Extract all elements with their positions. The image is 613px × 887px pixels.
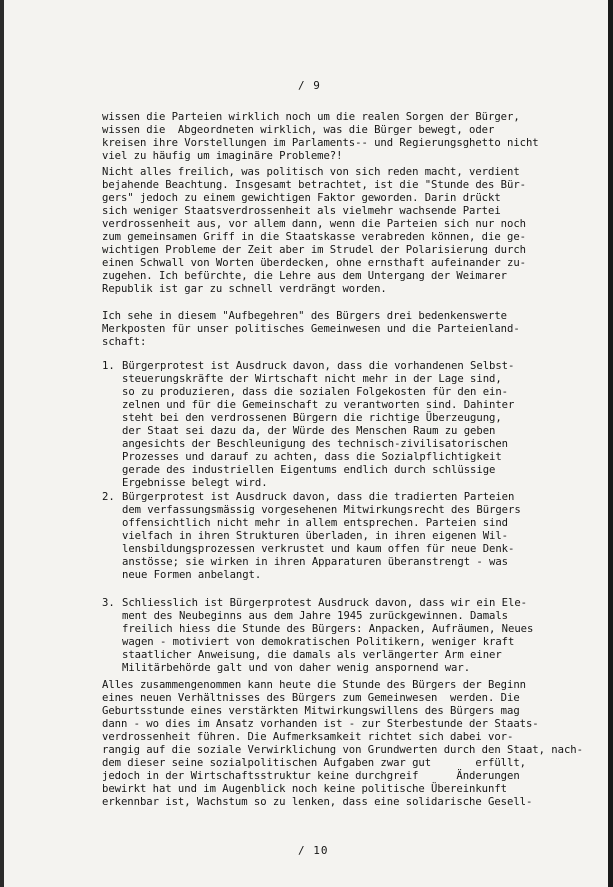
text-line: offensichtlich nicht mehr in allem entsprechen. Parteien sind — [122, 517, 509, 529]
text-line: staatlicher Anweisung, die damals als verlängerter Arm einer — [122, 649, 502, 661]
text-line: Ich sehe in diesem "Aufbegehren" des Bürgers drei bedenkenswerte — [102, 310, 507, 322]
text-line: wissen die Parteien wirklich noch um die realen Sorgen der Bürger, — [102, 111, 520, 123]
text-line: sich weniger Staatsverdrossenheit als vielmehr wachsende Partei — [102, 205, 501, 217]
text-line: dem dieser seine sozialpolitischen Aufgaben zwar gut erfüllt, — [102, 757, 526, 769]
text-line: gers" jedoch zu einem gewichtigen Faktor geworden. Darin drückt — [102, 192, 501, 204]
text-line: zum gemeinsamen Griff in die Staatskasse verabreden können, die ge- — [102, 231, 526, 243]
text-line: wissen die Abgeordneten wirklich, was die Bürger bewegt, oder — [102, 124, 495, 136]
text-line: rangig auf die soziale Verwirklichung von Grundwerten durch den Staat, nach- — [102, 744, 583, 756]
text-line: zugehen. Ich befürchte, die Lehre aus dem Untergang der Weimarer — [102, 270, 507, 282]
text-line: Ergebnisse belegt wird. — [122, 477, 268, 489]
text-line: einen Schwall von Worten überdecken, ohne ernsthaft aufeinander zu- — [102, 257, 526, 269]
text-line: Schliesslich ist Bürgerprotest Ausdruck davon, dass wir ein Ele- — [122, 597, 527, 609]
list-item-body — [122, 597, 533, 675]
text-line: steuerungskräfte der Wirtschaft nicht mehr in der Lage sind, — [122, 373, 502, 385]
text-line: jedoch in der Wirtschaftsstruktur keine durchgreif Änderungen — [102, 770, 520, 782]
text-line: Republik ist gar zu schnell verdrängt worden. — [102, 283, 387, 295]
page-number-top: / 9 — [298, 79, 321, 92]
text-line: so zu produzieren, dass die sozialen Folgekosten für den ein- — [122, 386, 509, 398]
list-number: 3. — [102, 597, 115, 609]
text-line: steht bei den verdrossenen Bürgern die richtige Überzeugung, — [122, 412, 502, 424]
text-line: der Staat sei dazu da, der Würde des Menschen Raum zu geben — [122, 425, 496, 437]
text-line: wagen - motiviert von demokratischen Politikern, weniger kraft — [122, 636, 515, 648]
text-line: lensbildungsprozessen verkrustet und kaum offen für neue Denk- — [122, 543, 515, 555]
text-line: gerade des industriellen Eigentums endlich durch schlüssige — [122, 464, 496, 476]
scan-border-left — [0, 0, 4, 887]
text-line: Militärbehörde galt und von daher wenig anspornend war. — [122, 662, 471, 674]
paragraph-3 — [102, 310, 520, 349]
text-line: Nicht alles freilich, was politisch von sich reden macht, verdient — [102, 166, 520, 178]
text-line: anstösse; sie wirken in ihren Apparaturen überanstrengt - was — [122, 556, 509, 568]
text-line: zelnen und für die Gemeinschaft zu verantworten sind. Dahinter — [122, 399, 515, 411]
page-number-bottom: / 10 — [298, 844, 329, 857]
text-line: eines neuen Verhältnisses des Bürgers zum Gemeinwesen werden. Die — [102, 692, 520, 704]
list-number: 2. — [102, 491, 115, 503]
text-line: schaft: — [102, 336, 147, 348]
text-line: vielfach in ihren Strukturen überladen, in ihren eigenen Wil- — [122, 530, 509, 542]
text-line: ment des Neubeginns aus dem Jahre 1945 zurückgewinnen. Damals — [122, 610, 509, 622]
text-line: bejahende Beachtung. Insgesamt betrachtet, ist die "Stunde des Bür- — [102, 179, 526, 191]
paragraph-1 — [102, 111, 539, 163]
list-number: 1. — [102, 360, 115, 372]
list-item-body — [122, 360, 514, 490]
text-line: verdrossenheit führen. Die Aufmerksamkeit richtet sich dabei vor- — [102, 731, 514, 743]
text-line: Bürgerprotest ist Ausdruck davon, dass die vorhandenen Selbst- — [122, 360, 515, 372]
paragraph-4 — [102, 679, 583, 809]
text-line: Prozesses und darauf zu achten, dass die Sozialpflichtigkeit — [122, 451, 502, 463]
text-line: freilich hiess die Stunde des Bürgers: Anpacken, Aufräumen, Neues — [122, 623, 534, 635]
text-line: Bürgerprotest ist Ausdruck davon, dass die tradierten Parteien — [122, 491, 515, 503]
text-line: neue Formen anbelangt. — [122, 569, 262, 581]
scan-border-right — [608, 0, 613, 887]
text-line: dem verfassungsmässig vorgesehenen Mitwirkungsrecht des Bürgers — [122, 504, 521, 516]
text-line: angesichts der Beschleunigung des technisch-zivilisatorischen — [122, 438, 509, 450]
text-line: erkennbar ist, Wachstum so zu lenken, dass eine solidarische Gesell- — [102, 796, 533, 808]
text-line: viel zu häufig um imaginäre Probleme?! — [102, 150, 343, 162]
text-line: Geburtsstunde eines verstärkten Mitwirkungswillens des Bürgers mag — [102, 705, 520, 717]
text-line: dann - wo dies im Ansatz vorhanden ist - zur Sterbestunde der Staats- — [102, 718, 539, 730]
text-line: verdrossenheit aus, vor allem dann, wenn die Parteien sich nur noch — [102, 218, 526, 230]
list-item-body — [122, 491, 521, 582]
text-line: Alles zusammengenommen kann heute die Stunde des Bürgers der Beginn — [102, 679, 526, 691]
text-line: bewirkt hat und im Augenblick noch keine politische Übereinkunft — [102, 783, 507, 795]
paragraph-2 — [102, 166, 526, 296]
text-line: kreisen ihre Vorstellungen im Parlaments-- und Regierungsghetto nicht — [102, 137, 539, 149]
text-line: Merkposten für unser politisches Gemeinwesen und die Parteienland- — [102, 323, 520, 335]
text-line: wichtigen Probleme der Zeit aber im Strudel der Polarisierung durch — [102, 244, 526, 256]
